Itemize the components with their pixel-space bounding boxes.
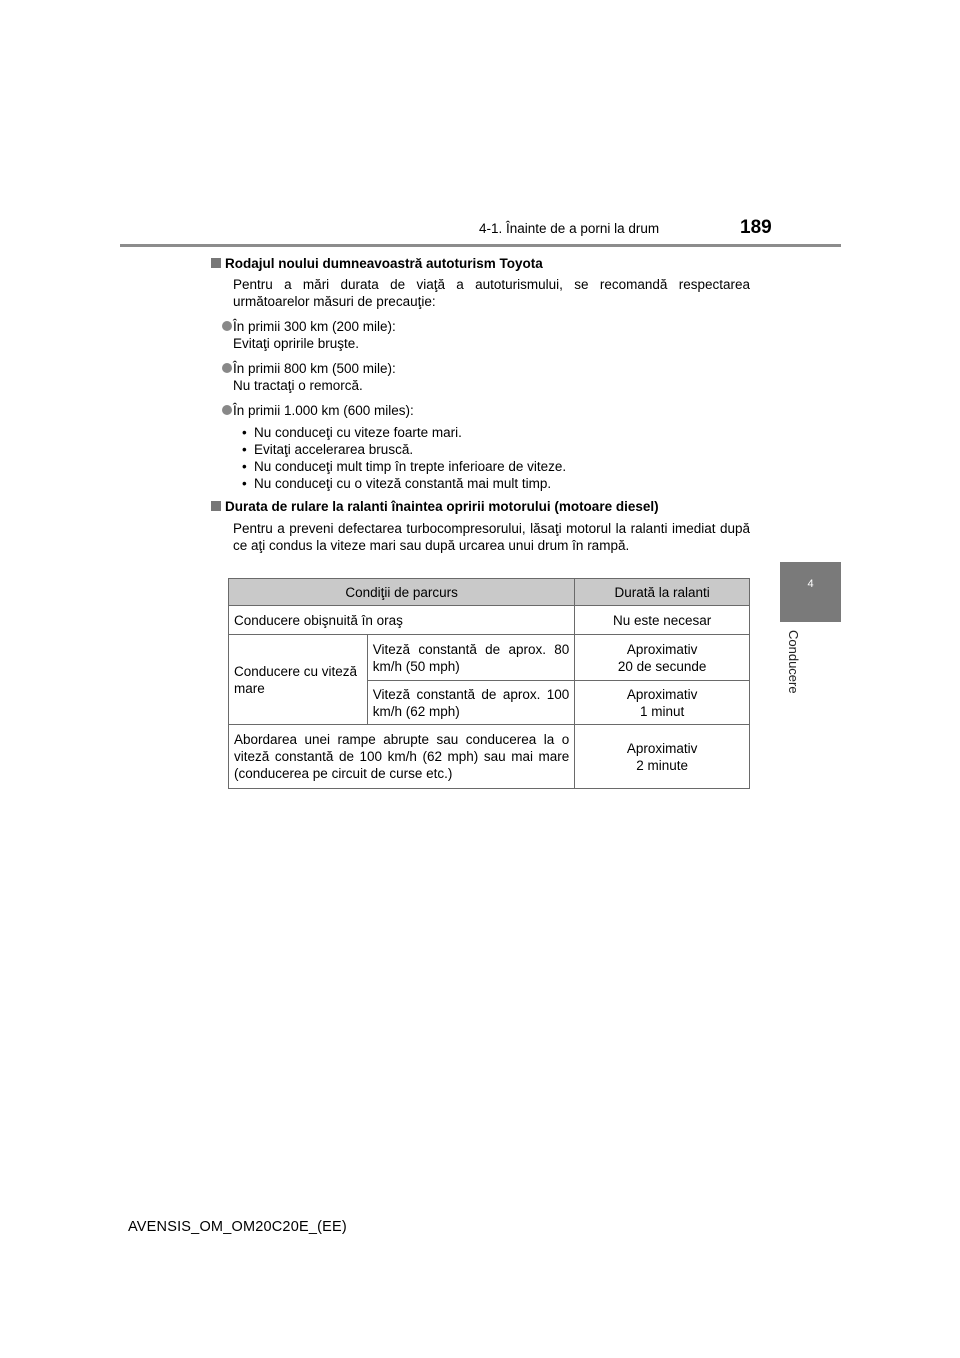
main-content [210, 255, 750, 554]
table-header-duration: Durată la ralanti [575, 579, 750, 606]
round-bullet-icon [222, 321, 232, 331]
round-bullet-icon [222, 405, 232, 415]
square-bullet-icon [211, 501, 221, 511]
table-row [229, 606, 750, 635]
header-rule [120, 244, 841, 247]
square-bullet-icon [211, 258, 221, 268]
chapter-tab-label: Conducere [786, 630, 801, 694]
break-in-item [222, 318, 750, 352]
idle-heading [210, 498, 750, 515]
chapter-tab [780, 562, 841, 622]
table-cell-duration: Aproximativ 1 minut [575, 681, 750, 725]
footer-manual-code: AVENSIS_OM_OM20C20E_(EE) [128, 1219, 347, 1235]
table-cell-high-speed-label: Conducere cu viteză mare [229, 635, 368, 725]
break-in-item [222, 360, 750, 394]
table-cell-duration: Aproximativ 2 minute [575, 725, 750, 789]
break-in-item-title: În primii 300 km (200 mile): [233, 319, 396, 334]
table-row [229, 635, 750, 681]
round-bullet-icon [222, 363, 232, 373]
page-number: 189 [740, 217, 772, 238]
dot-marker: • [242, 442, 247, 457]
idle-intro: Pentru a preveni defectarea turbocompresorului, lăsaţi motorul la ralanti imediat după ce aţi condus la viteze mari sau după urcarea unui drum în rampă. [233, 521, 750, 553]
dot-marker: • [242, 476, 247, 491]
list-item: • Nu conduceţi cu o viteză constantă mai mult timp. [242, 476, 552, 491]
break-in-sub-list [242, 424, 750, 492]
break-in-item [222, 402, 750, 419]
dot-marker: • [242, 425, 247, 440]
list-item: • Nu conduceţi mult timp în trepte inferioare de viteze. [242, 459, 567, 474]
idle-heading-text: Durata de rulare la ralanti înaintea opririi motorului (motoare diesel) [225, 499, 659, 514]
table-cell-condition: Viteză constantă de aprox. 80 km/h (50 mph) [367, 635, 575, 681]
chapter-tab-number: 4 [807, 578, 814, 590]
break-in-item-title: În primii 1.000 km (600 miles): [233, 403, 414, 418]
break-in-item-title: În primii 800 km (500 mile): [233, 361, 396, 376]
break-in-item-text: Nu tractaţi o remorcă. [233, 378, 363, 393]
break-in-intro: Pentru a mări durata de viaţă a autoturismului, se recomandă respectarea următoarelor măsuri de precauţie: [233, 277, 750, 309]
break-in-heading-text: Rodajul noului dumneavoastră autoturism Toyota [225, 256, 543, 271]
list-item: • Nu conduceţi cu viteze foarte mari. [242, 425, 462, 440]
break-in-heading [210, 255, 750, 272]
table-row [229, 725, 750, 789]
table-header-row [229, 579, 750, 606]
idle-duration-table [228, 578, 750, 789]
dot-marker: • [242, 459, 247, 474]
table-cell-condition: Abordarea unei rampe abrupte sau conducerea la o viteză constantă de 100 km/h (62 mph) sau mai mare (conducerea pe circuit de curse etc.) [229, 725, 575, 789]
table-cell-duration: Aproximativ 20 de secunde [575, 635, 750, 681]
table-header-conditions: Condiţii de parcurs [229, 579, 575, 606]
header-section-title: 4-1. Înainte de a porni la drum [479, 221, 660, 236]
table-cell-condition: Viteză constantă de aprox. 100 km/h (62 mph) [367, 681, 575, 725]
table-cell-condition: Conducere obişnuită în oraş [229, 606, 575, 635]
table-cell-duration: Nu este necesar [575, 606, 750, 635]
list-item: • Evitaţi accelerarea bruscă. [242, 442, 414, 457]
break-in-item-text: Evitaţi opririle bruşte. [233, 336, 360, 351]
